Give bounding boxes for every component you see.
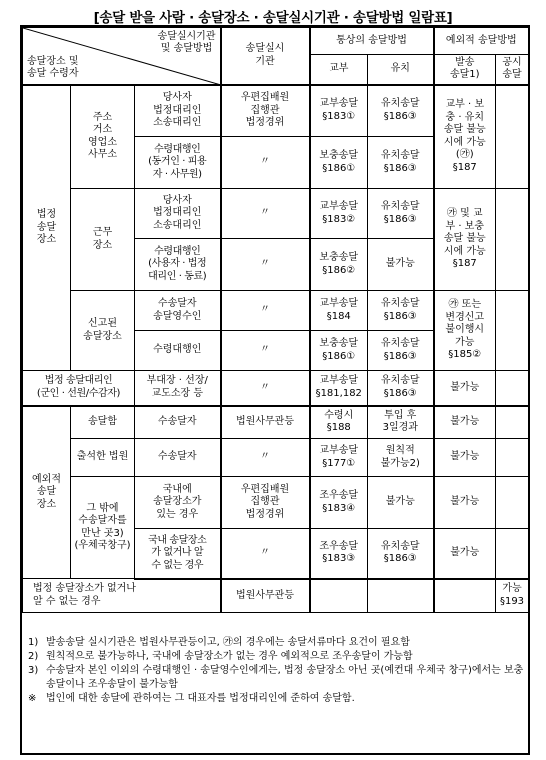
handover-cell: 교부송달 §183① bbox=[310, 85, 368, 137]
corner-header-top: 송달실시기관 및 송달방법 bbox=[157, 31, 216, 54]
recipient-cell: 수송달자 bbox=[135, 406, 221, 439]
recipient-cell: 국내에 송달장소가 있는 경우 bbox=[135, 477, 221, 529]
recipient-cell: 수송달자 송달영수인 bbox=[135, 291, 221, 331]
public-cell bbox=[496, 371, 529, 406]
public-cell bbox=[496, 529, 529, 579]
agency-cell: 〃 bbox=[221, 189, 310, 239]
leave-cell: 유치송달 §186③ bbox=[368, 85, 434, 137]
recipient-cell: 수령대행인 (사용자 · 법정 대리인 · 동료) bbox=[135, 239, 221, 291]
footnote-text: 수송달자 본인 이외의 수령대행인 · 송달영수인에게는, 법정 송달장소 아닌 곳(예컨대 우체국 창구)에서는 보충송달이나 조우송달이 불가능함 bbox=[46, 665, 524, 690]
exceptional-method-header: 예외적 송달방법 bbox=[434, 28, 529, 55]
footnote bbox=[28, 636, 524, 650]
leave-cell bbox=[368, 579, 434, 613]
place-cell: 출석한 법원 bbox=[71, 439, 135, 477]
handover-header: 교부 bbox=[310, 55, 368, 85]
dispatch-cell: 불가능 bbox=[434, 529, 496, 579]
footnotes bbox=[28, 636, 524, 706]
handover-cell bbox=[310, 579, 368, 613]
leave-cell: 불가능 bbox=[368, 477, 434, 529]
dispatch-cell bbox=[434, 579, 496, 613]
recipient-cell: 수송달자 bbox=[135, 439, 221, 477]
leave-cell: 불가능 bbox=[368, 239, 434, 291]
leave-cell: 유치송달 §186③ bbox=[368, 291, 434, 331]
handover-cell: 교부송달 §184 bbox=[310, 291, 368, 331]
footnote bbox=[28, 650, 524, 664]
public-cell bbox=[496, 291, 529, 371]
handover-cell: 교부송달 §177① bbox=[310, 439, 368, 477]
dispatch-cell: 불가능 bbox=[434, 439, 496, 477]
leave-cell: 유치송달 §186③ bbox=[368, 331, 434, 371]
dispatch-cell: 불가능 bbox=[434, 406, 496, 439]
place-cell: 송달함 bbox=[71, 406, 135, 439]
residence-label: 주소 거소 영업소 사무소 bbox=[71, 85, 135, 189]
place-cell: 그 밖에 수송달자를 만난 곳3) (우체국창구) bbox=[71, 477, 135, 579]
recipient-cell: 수령대행인 (동거인 · 피용 자 · 사무원) bbox=[135, 137, 221, 189]
exceptional-place-label: 예외적 송달 장소 bbox=[23, 406, 71, 579]
leave-cell: 유치송달 §186③ bbox=[368, 371, 434, 406]
agency-cell: 법원사무관등 bbox=[221, 406, 310, 439]
page-title: [송달 받을 사람 · 송달장소 · 송달실시기관 · 송달방법 일람표] bbox=[93, 10, 453, 26]
no-place-label: 법정 송달장소가 없거나 알 수 없는 경우 bbox=[23, 579, 221, 613]
recipient-cell: 당사자 법정대리인 소송대리인 bbox=[135, 85, 221, 137]
public-header: 공시 송달 bbox=[496, 55, 529, 85]
agency-cell: 〃 bbox=[221, 529, 310, 579]
handover-cell: 수령시 §188 bbox=[310, 406, 368, 439]
dispatch-cell: ㉮ 및 교 부 · 보충 송달 불능 시에 가능 §187 bbox=[434, 189, 496, 291]
footnote bbox=[28, 692, 524, 706]
public-cell bbox=[496, 406, 529, 439]
corner-header-cell bbox=[23, 28, 221, 85]
dispatch-cell: 교부 · 보 충 · 유치 송달 불능 시에 가능 (㉮) §187 bbox=[434, 85, 496, 189]
dispatch-cell: ㉮ 또는 변경신고 불이행시 가능 §185② bbox=[434, 291, 496, 371]
leave-cell: 유치송달 §186③ bbox=[368, 529, 434, 579]
agency-cell: 〃 bbox=[221, 137, 310, 189]
agency-cell: 〃 bbox=[221, 371, 310, 406]
footnote-text: 발송송달 실시기관은 법원사무관등이고, ㉮의 경우에는 송달서류마다 요건이 필요함 bbox=[46, 637, 410, 648]
legal-place-label: 법정 송달 장소 bbox=[23, 85, 71, 371]
dispatch-cell: 불가능 bbox=[434, 371, 496, 406]
recipient-cell: 부대장 · 선장/ 교도소장 등 bbox=[135, 371, 221, 406]
handover-cell: 조우송달 §183④ bbox=[310, 477, 368, 529]
agency-cell: 〃 bbox=[221, 331, 310, 371]
delivery-table bbox=[22, 27, 529, 613]
footnote-mark: 2) bbox=[28, 651, 39, 662]
footnote-text: 법인에 대한 송달에 관하여는 그 대표자를 법정대리인에 준하여 송달함. bbox=[46, 693, 355, 704]
footnote-text: 원칙적으로 불가능하나, 국내에 송달장소가 없는 경우 예외적으로 조우송달이 가능함 bbox=[46, 651, 413, 662]
agency-cell: 법원사무관등 bbox=[221, 579, 310, 613]
leave-cell: 유치송달 §186③ bbox=[368, 137, 434, 189]
public-cell bbox=[496, 189, 529, 291]
dispatch-cell: 불가능 bbox=[434, 477, 496, 529]
handover-cell: 조우송달 §183③ bbox=[310, 529, 368, 579]
footnote-mark: ※ bbox=[28, 693, 37, 704]
public-cell: 가능 §193 bbox=[496, 579, 529, 613]
leave-header: 유치 bbox=[368, 55, 434, 85]
footnote-mark: 3) bbox=[28, 665, 39, 676]
recipient-cell: 국내 송달장소 가 없거나 알 수 없는 경우 bbox=[135, 529, 221, 579]
public-cell bbox=[496, 85, 529, 189]
corner-header-bottom: 송달장소 및 송달 수령자 bbox=[27, 55, 79, 79]
normal-method-header: 통상의 송달방법 bbox=[310, 28, 434, 55]
handover-cell: 보충송달 §186① bbox=[310, 137, 368, 189]
leave-cell: 원칙적 불가능2) bbox=[368, 439, 434, 477]
recipient-cell: 수령대행인 bbox=[135, 331, 221, 371]
agency-cell: 〃 bbox=[221, 239, 310, 291]
handover-cell: 교부송달 §183② bbox=[310, 189, 368, 239]
handover-cell: 보충송달 §186② bbox=[310, 239, 368, 291]
statutory-agent-label: 법정 송달대리인 (군인 · 선원/수감자) bbox=[23, 371, 135, 406]
footnote bbox=[28, 664, 524, 692]
agency-cell: 〃 bbox=[221, 291, 310, 331]
agency-cell: 〃 bbox=[221, 439, 310, 477]
agency-header: 송달실시 기관 bbox=[221, 28, 310, 85]
dispatch-header: 발송 송달1) bbox=[434, 55, 496, 85]
workplace-label: 근무 장소 bbox=[71, 189, 135, 291]
handover-cell: 교부송달 §181,182 bbox=[310, 371, 368, 406]
leave-cell: 유치송달 §186③ bbox=[368, 189, 434, 239]
agency-cell: 우편집배원 집행관 법정경위 bbox=[221, 85, 310, 137]
leave-cell: 투입 후 3일경과 bbox=[368, 406, 434, 439]
public-cell bbox=[496, 477, 529, 529]
agency-cell: 우편집배원 집행관 법정경위 bbox=[221, 477, 310, 529]
reported-place-label: 신고된 송달장소 bbox=[71, 291, 135, 371]
public-cell bbox=[496, 439, 529, 477]
handover-cell: 보충송달 §186① bbox=[310, 331, 368, 371]
footnote-mark: 1) bbox=[28, 637, 39, 648]
recipient-cell: 당사자 법정대리인 소송대리인 bbox=[135, 189, 221, 239]
